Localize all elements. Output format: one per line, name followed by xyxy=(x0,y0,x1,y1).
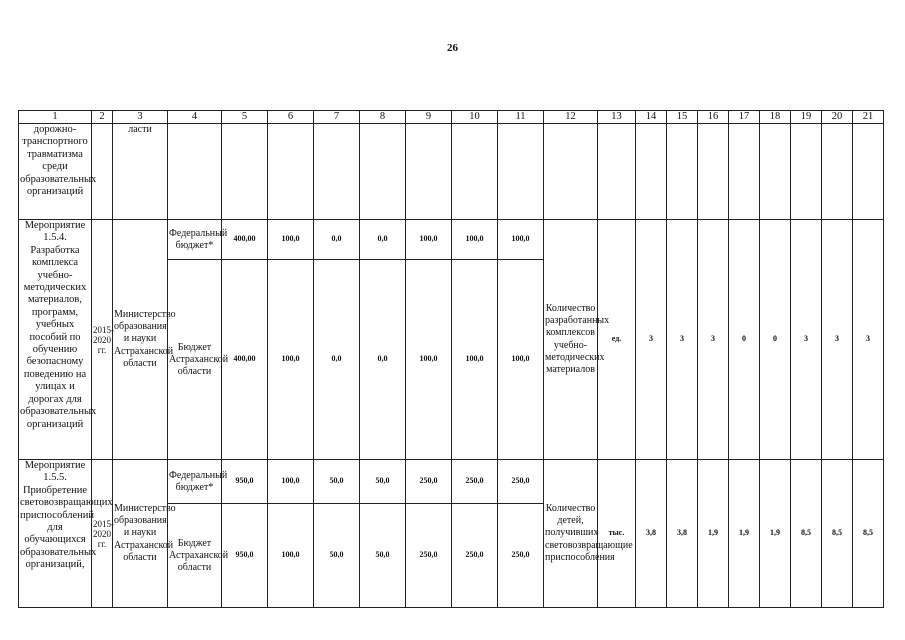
m154-reg-2018: 100,0 xyxy=(406,260,452,460)
col-header: 14 xyxy=(636,111,667,124)
m155-reg-2018: 250,0 xyxy=(406,504,452,608)
m154-reg-2016: 0,0 xyxy=(314,260,360,460)
m154-indicator: Количество разработанных комплексов учебно-методических материалов xyxy=(544,220,598,460)
m155-executor: Министерство образования и науки Астраханской области xyxy=(113,460,168,608)
m155-target: 3,8 xyxy=(636,460,667,608)
m154-target: 3 xyxy=(667,220,698,460)
m154-fed-total: 400,00 xyxy=(222,220,268,260)
col-header: 13 xyxy=(598,111,636,124)
col-header: 6 xyxy=(268,111,314,124)
m155-reg-source: Бюджет Астраханской области xyxy=(168,504,222,608)
m155-reg-2020: 250,0 xyxy=(498,504,544,608)
m155-target: 1,9 xyxy=(729,460,760,608)
m155-fed-row xyxy=(19,460,884,504)
m154-executor: Министерство образования и науки Астраханской области xyxy=(113,220,168,460)
m155-fed-2015: 100,0 xyxy=(268,460,314,504)
m154-unit: ед. xyxy=(598,220,636,460)
m155-indicator: Количество детей, получивших световозвращающие приспособления xyxy=(544,460,598,608)
page-number: 26 xyxy=(447,42,458,54)
col-header: 10 xyxy=(452,111,498,124)
m154-fed-row xyxy=(19,220,884,260)
m155-target: 1,9 xyxy=(760,460,791,608)
col-header: 5 xyxy=(222,111,268,124)
m155-fed-total: 950,0 xyxy=(222,460,268,504)
m154-target: 3 xyxy=(853,220,884,460)
m154-target: 3 xyxy=(822,220,853,460)
col-header: 3 xyxy=(113,111,168,124)
m155-target: 8,5 xyxy=(822,460,853,608)
col-header: 8 xyxy=(360,111,406,124)
m155-fed-2019: 250,0 xyxy=(452,460,498,504)
col-header: 4 xyxy=(168,111,222,124)
m154-fed-source: Федеральный бюджет* xyxy=(168,220,222,260)
m154-reg-2020: 100,0 xyxy=(498,260,544,460)
m154-fed-2015: 100,0 xyxy=(268,220,314,260)
program-table xyxy=(18,110,884,608)
col-header: 16 xyxy=(698,111,729,124)
m154-reg-2017: 0,0 xyxy=(360,260,406,460)
continuation-row xyxy=(19,124,884,220)
col-header: 19 xyxy=(791,111,822,124)
executor-cont: ласти xyxy=(113,124,168,220)
m155-reg-2017: 50,0 xyxy=(360,504,406,608)
col-header: 1 xyxy=(19,111,92,124)
col-header: 17 xyxy=(729,111,760,124)
col-header: 9 xyxy=(406,111,452,124)
m154-target: 3 xyxy=(791,220,822,460)
col-header: 20 xyxy=(822,111,853,124)
m154-reg-2015: 100,0 xyxy=(268,260,314,460)
col-header: 18 xyxy=(760,111,791,124)
col-header: 21 xyxy=(853,111,884,124)
m154-fed-2019: 100,0 xyxy=(452,220,498,260)
m155-reg-2015: 100,0 xyxy=(268,504,314,608)
col-header: 15 xyxy=(667,111,698,124)
col-header: 11 xyxy=(498,111,544,124)
m155-target: 1,9 xyxy=(698,460,729,608)
m155-reg-2019: 250,0 xyxy=(452,504,498,608)
m155-name: Мероприятие 1.5.5. Приобретение световозвращающих приспособлений для обучающихся образовательных организаций, xyxy=(19,460,92,608)
m154-fed-2016: 0,0 xyxy=(314,220,360,260)
m155-unit: тыс. xyxy=(598,460,636,608)
m154-fed-2018: 100,0 xyxy=(406,220,452,260)
m155-target: 3,8 xyxy=(667,460,698,608)
m155-reg-total: 950,0 xyxy=(222,504,268,608)
m154-target: 3 xyxy=(636,220,667,460)
m155-fed-source: Федеральный бюджет* xyxy=(168,460,222,504)
m155-fed-2016: 50,0 xyxy=(314,460,360,504)
header-row xyxy=(19,111,884,124)
col-header: 7 xyxy=(314,111,360,124)
m155-reg-2016: 50,0 xyxy=(314,504,360,608)
m154-target: 0 xyxy=(760,220,791,460)
m154-years: 2015-2020 гг. xyxy=(92,220,113,460)
m155-target: 8,5 xyxy=(791,460,822,608)
m154-reg-2019: 100,0 xyxy=(452,260,498,460)
m155-fed-2017: 50,0 xyxy=(360,460,406,504)
col-header: 2 xyxy=(92,111,113,124)
m154-name: Мероприятие 1.5.4. Разработка комплекса учебно-методических материалов, программ, учебных пособий по обучению безопасному поведению на улицах и дорогах для образовательных организаций xyxy=(19,220,92,460)
m154-target: 0 xyxy=(729,220,760,460)
m155-fed-2020: 250,0 xyxy=(498,460,544,504)
m154-reg-source: Бюджет Астраханской области xyxy=(168,260,222,460)
m154-target: 3 xyxy=(698,220,729,460)
m155-target: 8,5 xyxy=(853,460,884,608)
measure-name-cont: дорожно-транспортного травматизма среди образовательных организаций xyxy=(19,124,92,220)
m155-fed-2018: 250,0 xyxy=(406,460,452,504)
col-header: 12 xyxy=(544,111,598,124)
m155-years: 2015-2020 гг. xyxy=(92,460,113,608)
m154-fed-2020: 100,0 xyxy=(498,220,544,260)
m154-fed-2017: 0,0 xyxy=(360,220,406,260)
m154-reg-total: 400,00 xyxy=(222,260,268,460)
